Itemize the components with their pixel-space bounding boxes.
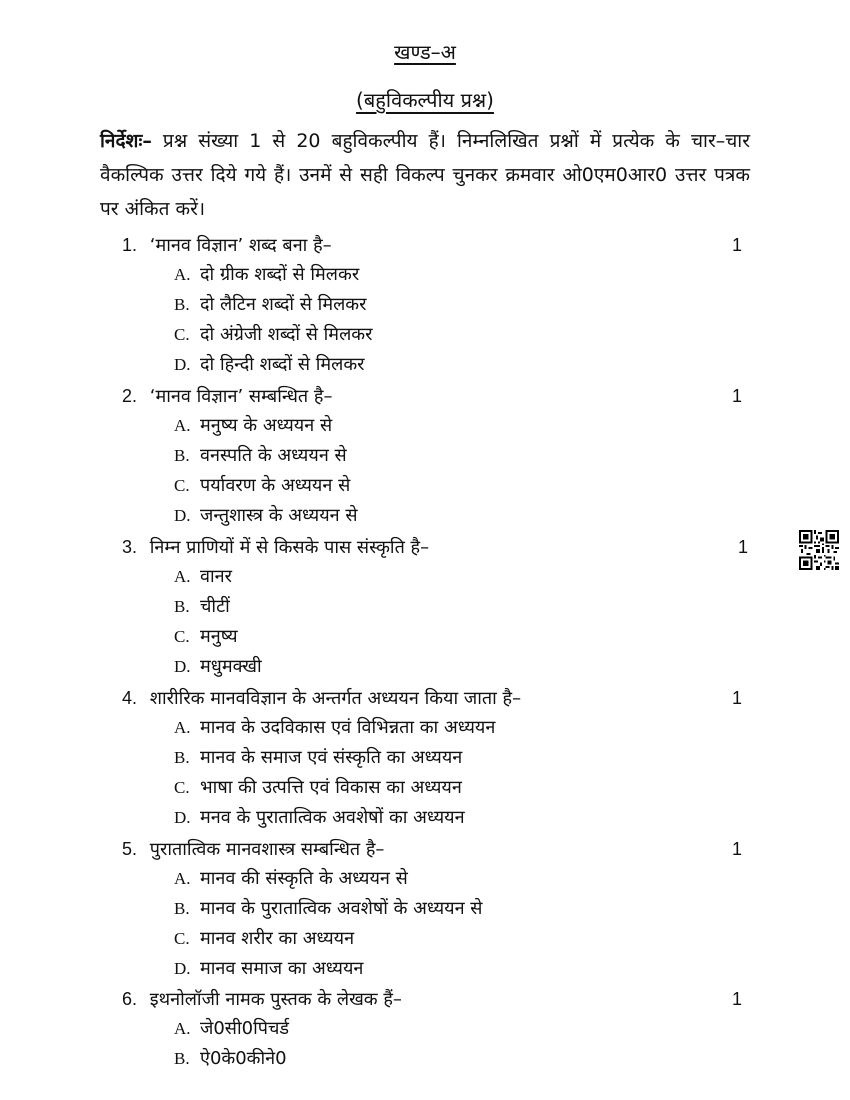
option-text: मानव की संस्कृति के अध्ययन से [200,868,408,889]
question-2-option-a [174,411,734,441]
option-text: मानव समाज का अध्ययन [200,958,364,979]
question-3-option-d [174,652,734,682]
question-6-option-b [174,1044,734,1074]
question-1-option-a [174,260,734,290]
option-letter: A. [174,416,191,435]
question-4-option-c [174,773,734,803]
option-letter: B. [174,748,190,767]
question-number: 5. [122,839,138,859]
option-text: पर्यावरण के अध्ययन से [200,475,351,496]
question-text: शारीरिक मानवविज्ञान के अन्तर्गत अध्ययन किया जाता है– [149,688,522,709]
option-text: चीटीं [200,596,230,617]
question-text: इथनोलॉजी नामक पुस्तक के लेखक हैं– [149,989,402,1010]
option-letter: A. [174,1019,191,1038]
option-letter: D. [174,959,191,978]
option-letter: B. [174,597,190,616]
option-letter: C. [174,778,190,797]
option-letter: D. [174,808,191,827]
option-text: मानव के पुरातात्विक अवशेषों के अध्ययन से [200,898,483,919]
option-letter: B. [174,1049,190,1068]
question-6 [122,984,752,1015]
question-marks: 1 [731,989,742,1009]
option-text: मनुष्य के अध्ययन से [200,415,333,436]
option-text: मनुष्य [200,626,238,647]
question-marks: 1 [731,839,742,859]
question-marks: 1 [737,537,748,557]
option-text: मनव के पुरातात्विक अवशेषों का अध्ययन [200,807,465,828]
question-number: 2. [122,386,138,406]
option-text: मानव के समाज एवं संस्कृति का अध्ययन [200,747,463,768]
option-text: वानर [200,566,233,587]
option-letter: C. [174,325,190,344]
option-letter: D. [174,506,191,525]
question-1-option-b [174,290,734,320]
question-4-option-d [174,803,734,833]
question-5-option-d [174,954,734,984]
option-letter: D. [174,355,191,374]
question-text: ‘मानव विज्ञान’ सम्बन्धित है– [149,386,333,407]
question-2-option-d [174,501,734,531]
option-text: जन्तुशास्त्र के अध्ययन से [200,505,358,526]
question-6-option-a [174,1014,734,1044]
option-text: दो ग्रीक शब्दों से मिलकर [200,264,360,285]
qr-code-icon [799,530,839,570]
question-text: पुरातात्विक मानवशास्त्र सम्बन्धित है– [149,839,385,860]
option-text: दो अंग्रेजी शब्दों से मिलकर [200,324,373,345]
option-text: मधुमक्खी [200,656,262,677]
question-2 [122,381,752,412]
question-1 [122,230,752,261]
question-number: 6. [122,989,138,1009]
question-3-option-c [174,622,734,652]
option-letter: A. [174,869,191,888]
option-text: मानव के उदविकास एवं विभिन्नता का अध्ययन [200,717,496,738]
question-2-option-b [174,441,734,471]
option-letter: B. [174,295,190,314]
instructions-label: निर्देशः– [100,130,152,152]
option-text: मानव शरीर का अध्ययन [200,928,355,949]
section-heading [0,38,850,65]
option-letter: A. [174,718,191,737]
question-1-option-d [174,350,734,380]
option-letter: A. [174,265,191,284]
question-4-option-b [174,743,734,773]
question-4-option-a [174,713,734,743]
section-title: खण्ड–अ [394,40,456,64]
option-letter: C. [174,476,190,495]
question-number: 1. [122,235,138,255]
option-text: दो लैटिन शब्दों से मिलकर [200,294,367,315]
section-subheading [0,86,850,113]
option-text: भाषा की उत्पत्ति एवं विकास का अध्ययन [200,777,462,798]
option-letter: D. [174,657,191,676]
question-3-option-a [174,562,734,592]
instructions-text: प्रश्न संख्या 1 से 20 बहुविकल्पीय हैं। निम्नलिखित प्रश्नों में प्रत्येक के चार–चार वैकल्पिक उत्तर दिये गये हैं। उनमें से सही विकल्प चुनकर क्रमवार ओ0एम0आर0 उत्तर पत्रक पर अंकित करें। [100,130,750,220]
question-3-option-b [174,592,734,622]
question-5-option-b [174,894,734,924]
instructions-paragraph [100,124,750,226]
question-2-option-c [174,471,734,501]
question-marks: 1 [731,235,742,255]
question-number: 3. [122,537,138,557]
question-1-option-c [174,320,734,350]
question-marks: 1 [731,688,742,708]
option-letter: C. [174,627,190,646]
option-letter: B. [174,899,190,918]
question-text: ‘मानव विज्ञान’ शब्द बना है– [149,235,332,256]
section-subtitle: (बहुविकल्पीय प्रश्न) [356,88,494,112]
question-5-option-c [174,924,734,954]
option-letter: C. [174,929,190,948]
option-text: ऐ0के0कीने0 [200,1048,287,1069]
question-3 [122,532,752,563]
question-5 [122,834,752,865]
question-text: निम्न प्राणियों में से किसके पास संस्कृति है– [149,537,430,558]
question-number: 4. [122,688,138,708]
option-letter: A. [174,567,191,586]
option-letter: B. [174,446,190,465]
question-marks: 1 [731,386,742,406]
option-text: दो हिन्दी शब्दों से मिलकर [200,354,365,375]
question-4 [122,683,752,714]
question-5-option-a [174,864,734,894]
option-text: जे0सी0पिचर्ड [200,1018,290,1039]
option-text: वनस्पति के अध्ययन से [200,445,347,466]
